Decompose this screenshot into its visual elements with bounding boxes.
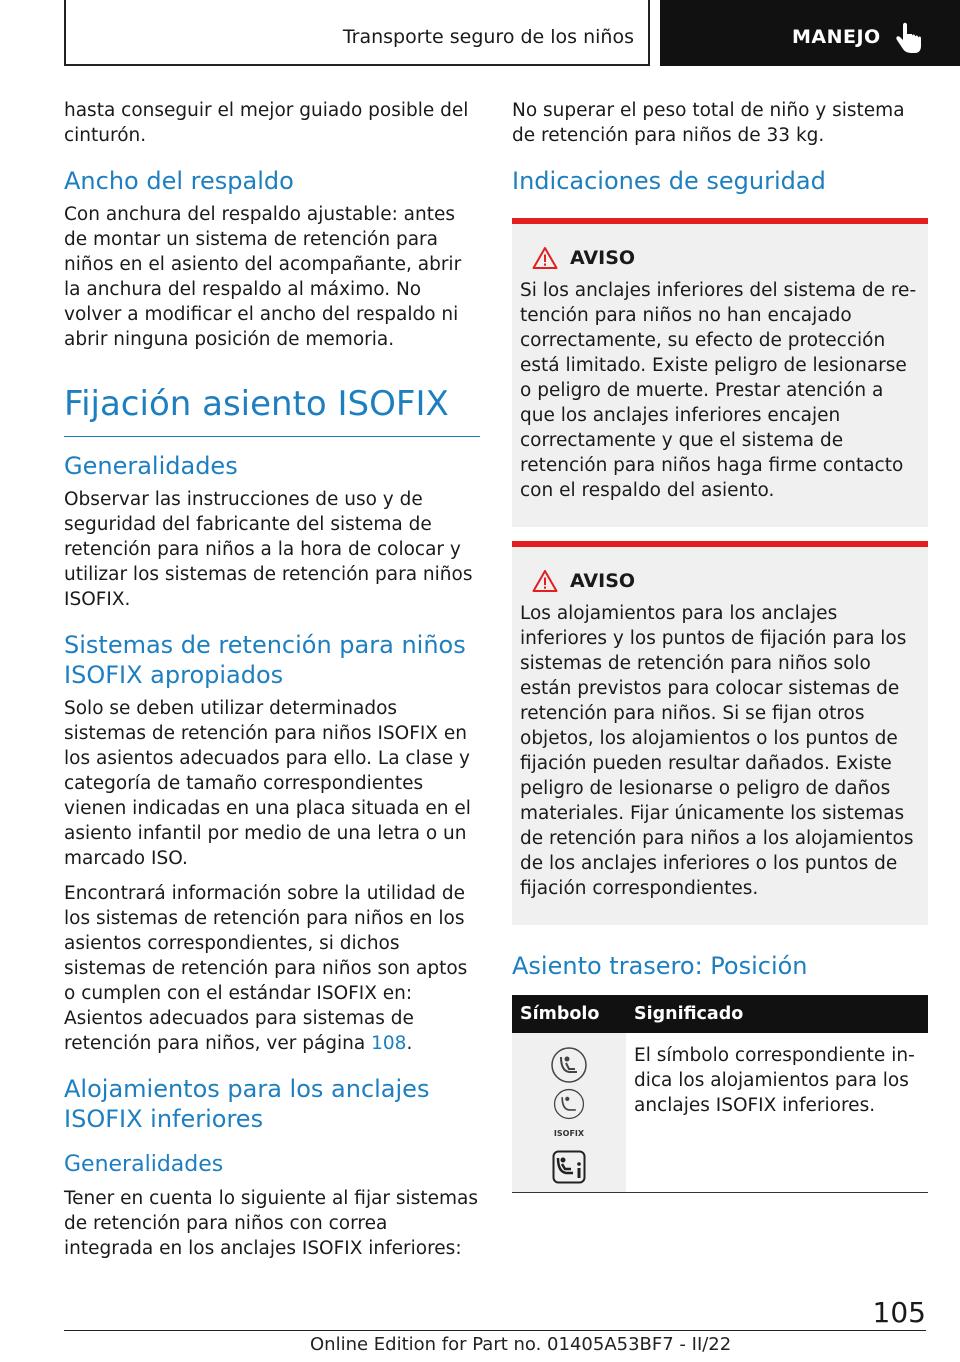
right-column bbox=[512, 98, 928, 1193]
sistemas-paragraph-2-end: . bbox=[406, 1033, 413, 1054]
heading-indicaciones-seguridad: Indicaciones de seguridad bbox=[512, 167, 826, 195]
warning-2-text: Los alojamientos para los anclajes inferiores y los puntos de fijación para los sistemas de retención para niños solo están previstos para colocar sistemas de retención para niños. Si se fijan otros objetos, los alojamientos o los puntos de fijación pueden resultar dañados. Existe peligro de lesionarse o peligro de daños materiales. Fijar únicamente los sistemas de retención para niños a los alojamientos de los anclajes inferiores o los puntos de fijación correspondientes. bbox=[520, 603, 914, 899]
sistemas-paragraph-1: Solo se deben utilizar determinados sistemas de retención para niños ISOFIX en los asientos adecuados para ello. La clase y categoría de tamaño correspondientes vienen indicadas en una placa situada en el asiento infantil por medio de una letra o un marcado ISO. bbox=[64, 698, 471, 869]
sistemas-paragraph-2 bbox=[64, 881, 480, 1056]
isofix-seat-icon bbox=[549, 1045, 589, 1085]
footer-divider bbox=[64, 1330, 926, 1331]
ancho-paragraph: Con anchura del respaldo ajustable: antes de montar un sistema de retención para niños en el asiento del acompañante, abrir la anchura del respaldo al máximo. No volver a modificar el ancho del respaldo ni abrir ninguna posición de memoria. bbox=[64, 204, 462, 350]
isofix-seat-info-icon bbox=[552, 1150, 586, 1184]
heading-fijacion-isofix: Fijación asiento ISOFIX bbox=[64, 382, 480, 437]
header-chapter-label: MANEJO bbox=[792, 26, 881, 48]
column-header-meaning: Significado bbox=[626, 995, 928, 1033]
intro-paragraph: hasta conseguir el mejor guiado posible del cinturón. bbox=[64, 100, 469, 146]
peso-paragraph: No superar el peso total de niño y sistema de retención para niños de 33 kg. bbox=[512, 100, 905, 146]
left-column bbox=[64, 98, 480, 1271]
warning-triangle-icon bbox=[532, 246, 558, 270]
page-reference-link[interactable]: 108 bbox=[371, 1033, 407, 1054]
warning-2-title: AVISO bbox=[570, 570, 636, 592]
symbol-table bbox=[512, 995, 928, 1193]
heading-alojamientos: Alojamientos para los anclajes ISOFIX inferiores bbox=[64, 1075, 430, 1133]
table-row bbox=[512, 1033, 928, 1193]
isofix-seat-labeled-icon bbox=[552, 1087, 586, 1121]
sistemas-paragraph-2-text: Encontrará información sobre la utilidad de los sistemas de retención para niños en los asientos correspondientes, si dichos sistemas de retención para niños son aptos o cumplen con el estándar ISOFIX en: Asientos adecuados para sistemas de retención para niños, ver página bbox=[64, 883, 468, 1054]
meaning-cell: El símbolo correspondiente indica los alojamientos para los anclajes ISOFIX inferiores. bbox=[634, 1045, 915, 1116]
generalidades-1-paragraph: Observar las instrucciones de uso y de seguridad del fabricante del sistema de retención para niños a la hora de colocar y utilizar los sistemas de retención para niños ISOFIX. bbox=[64, 489, 473, 610]
warning-1-header bbox=[532, 246, 920, 270]
heading-ancho-respaldo: Ancho del respaldo bbox=[64, 167, 294, 195]
page-number: 105 bbox=[872, 1296, 926, 1329]
heading-sistemas-apropiados: Sistemas de retención para niños ISOFIX apropiados bbox=[64, 631, 466, 689]
warning-2-header bbox=[532, 569, 920, 593]
warning-1-title: AVISO bbox=[570, 247, 636, 269]
symbol-cell bbox=[512, 1033, 626, 1193]
warning-box-1 bbox=[512, 218, 928, 527]
header-chapter-tab bbox=[660, 0, 960, 66]
column-header-symbol: Símbolo bbox=[512, 995, 626, 1033]
generalidades-2-paragraph: Tener en cuenta lo siguiente al fijar sistemas de retención para niños con correa integrada en los anclajes ISOFIX inferiores: bbox=[64, 1188, 478, 1259]
header-section-title: Transporte seguro de los niños bbox=[342, 26, 634, 48]
heading-generalidades-1: Generalidades bbox=[64, 452, 238, 480]
header-section-box bbox=[64, 0, 650, 66]
heading-generalidades-2: Generalidades bbox=[64, 1152, 224, 1177]
isofix-icon-label: ISOFIX bbox=[553, 1129, 585, 1138]
warning-triangle-icon bbox=[532, 569, 558, 593]
symbol-table-header bbox=[512, 995, 928, 1033]
footer-edition-text: Online Edition for Part no. 01405A53BF7 - II/22 bbox=[310, 1334, 732, 1355]
warning-1-text: Si los anclajes inferiores del sistema de retención para niños no han encajado correctamente, su efecto de protección está limitado. Existe peligro de lesionarse o peligro de muerte. Prestar atención a que los anclajes inferiores encajen correctamente y que el sistema de retención para niños haga firme contacto con el respaldo del asiento. bbox=[520, 280, 917, 501]
warning-box-2 bbox=[512, 541, 928, 925]
heading-asiento-trasero: Asiento trasero: Posición bbox=[512, 952, 808, 980]
hand-pointer-icon bbox=[894, 22, 924, 56]
